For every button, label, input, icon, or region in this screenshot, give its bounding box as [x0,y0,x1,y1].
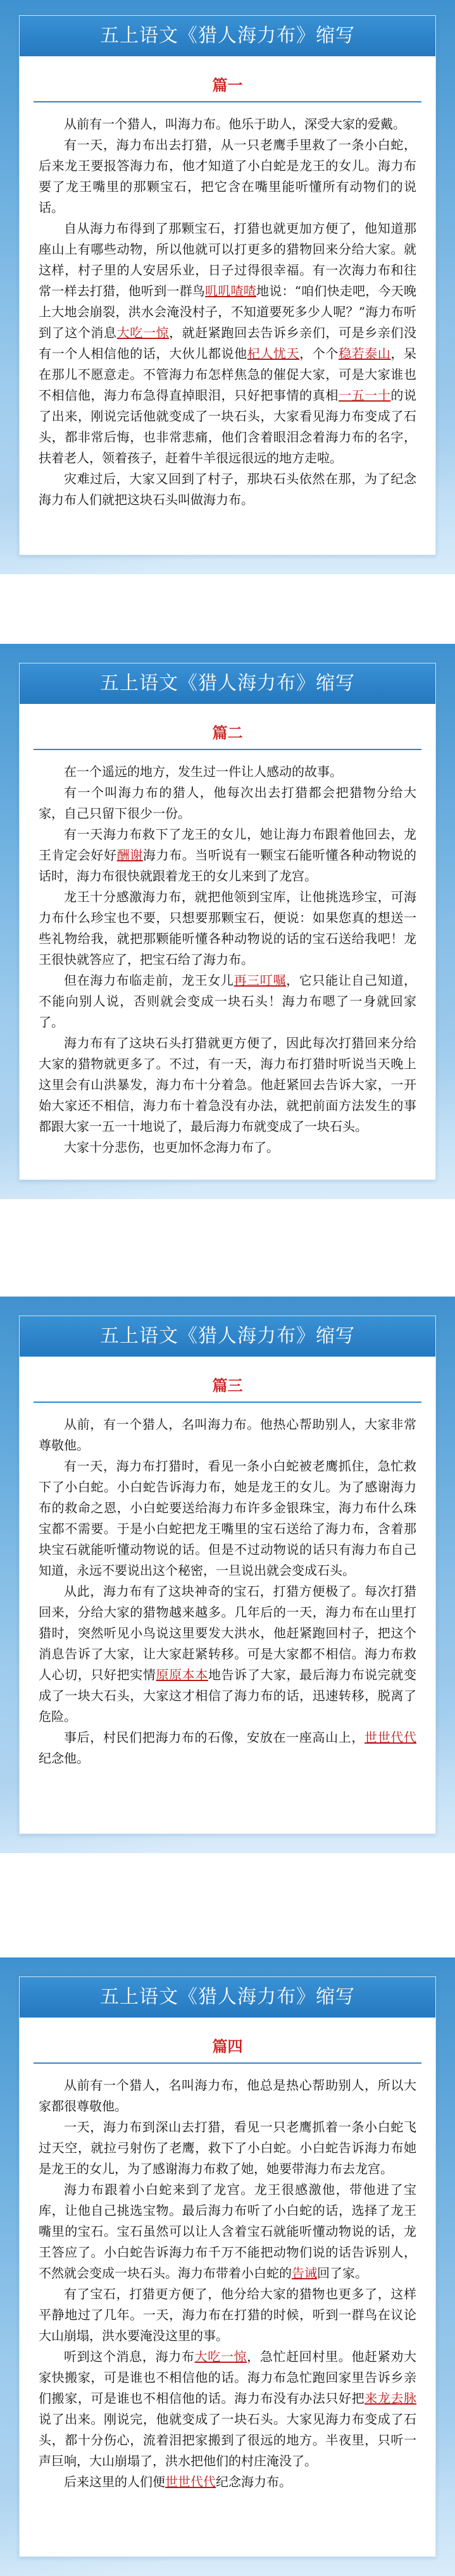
divider [34,101,421,102]
highlighted-idiom: 世世代代 [165,2474,216,2489]
text-run: ，就赶紧跑回去告诉乡亲们，可是乡亲们没有一个人相信他的话，大伙儿都说他 [39,325,417,361]
panel-3 [0,1297,455,1853]
divider [34,1402,421,1403]
text-run: 从前，有一个猎人，名叫海力布。他热心帮助别人，大家非常尊敬他。 [39,1417,416,1453]
text-run: 纪念他。 [39,1751,89,1766]
paragraph [39,1727,416,1769]
paragraph [39,2346,416,2472]
highlighted-idiom: 大吃一惊 [194,2349,247,2364]
paragraph [39,1456,416,1581]
card-header: 五上语文《猎人海力布》缩写 [20,1977,435,2018]
text-run: 但在海力布临走前，龙王女儿 [64,973,234,988]
text-run: 听到这个消息，海力布 [64,2349,195,2364]
text-run: 后来这里的人们便 [64,2474,165,2489]
paragraph [39,2179,416,2284]
paragraph [39,2075,416,2117]
article-body [20,1414,435,1782]
article-body [20,114,435,523]
paragraph [39,2472,416,2493]
paragraph [39,2117,416,2179]
text-run: 龙王十分感激海力布，就把他领到宝库，让他挑选珍宝，可海力布什么珍宝也不要，只想要那颗宝石，便说：如果您真的想送一些礼物给我，就把那颗能听懂各种动物说的话的宝石送给我吧！龙王很快就答应了，把宝石给了海力布。 [39,889,416,967]
highlighted-idiom: 来龙去脉 [365,2391,417,2406]
card-header: 五上语文《猎人海力布》缩写 [20,1316,435,1357]
paragraph [39,1581,416,1727]
text-run: ，个个 [299,346,339,361]
paragraph [39,782,416,824]
highlighted-idiom: 原原本本 [156,1667,208,1682]
highlighted-idiom: 再三叮嘱 [234,973,287,988]
text-run: 海力布跟着小白蛇来到了龙宫。龙王很感激他，带他进了宝库，让他自己挑选宝物。最后海力布听了小白蛇的话，选择了龙王嘴里的宝石。宝石虽然可以让人含着宝石就能听懂动物说的话，龙王答应了。小白蛇告诉海力布千万不能把动物们说的话告诉别人，不然就会变成一块石头。海力布带着小白蛇的 [39,2182,416,2281]
text-run: 有一天海力布救下了龙王的女儿，她让海力布跟着他回去，龙王肯定会好好 [39,827,416,863]
paragraph [39,218,416,469]
highlighted-idiom: 杞人忧天 [247,346,300,361]
text-run: 地说：“咱们快走吧，今天晚上大地会崩裂，洪水会淹没村子，不知道要死多少人呢？”海力布听到了这个消息 [39,283,417,340]
card-header: 五上语文《猎人海力布》缩写 [20,16,435,56]
highlighted-idiom: 世世代代 [365,1730,417,1745]
section-title: 篇二 [212,724,243,742]
article-card-4 [19,1976,436,2557]
highlighted-idiom: 大吃一惊 [116,325,170,340]
panel-1 [0,0,455,574]
divider [34,2062,421,2064]
text-run: 有了宝石，打猎更方便了，他分给大家的猎物也更多了，这样平静地过了几年。一天，海力布在打猎的时候，听到一群鸟在议论大山崩塌，洪水要淹没这里的事。 [39,2286,416,2343]
paragraph [39,135,416,218]
text-run: ，它只能让自己知道，不能向别人说，否则就会变成一块石头！海力布嗯了一身就回家了。 [39,973,417,1030]
section-title: 篇四 [212,2037,243,2055]
text-run: 有一天，海力布出去打猎，从一只老鹰手里救了一条小白蛇，后来龙王要报答海力布，他才知道了小白蛇是龙王的女儿。海力布要了龙王嘴里的那颗宝石，把它含在嘴里能听懂所有动物们的说话。 [39,137,416,215]
paragraph [39,1414,416,1456]
text-run: 有一天，海力布打猎时，看见一条小白蛇被老鹰抓住，急忙救下了小白蛇。小白蛇告诉海力布，她是龙王的女儿。为了感谢海力布的救命之恩，小白蛇要送给海力布许多金银珠宝，海力布什么珠宝都不需要。于是小白蛇把龙王嘴里的宝石送给了海力布，含着那块宝石就能听懂动物说的话。但是不过动物说的话只有海力布自己知道，永远不要说出这个秘密，一旦说出就会变成石头。 [39,1458,416,1578]
panel-2 [0,644,455,1199]
paragraph [39,824,416,887]
text-run: 说了出来。刚说完，他就变成了一块石头。大家见海力布变成了石头，都十分伤心，流着泪把家搬到了很远的地方。半夜里，只听一声巨响，大山崩塌了，洪水把他们的村庄淹没了。 [39,2412,416,2468]
text-run: 一天，海力布到深山去打猎，看见一只老鹰抓着一条小白蛇飞过天空，就拉弓射伤了老鹰，救下了小白蛇。小白蛇告诉海力布她是龙王的女儿，为了感谢海力布救了她，她要带海力布去龙宫。 [39,2119,416,2176]
card-header: 五上语文《猎人海力布》缩写 [20,663,435,704]
paragraph [39,469,416,510]
highlighted-idiom: 酬谢 [116,847,143,863]
paragraph [39,1033,416,1137]
paragraph [39,761,416,782]
article-card-1 [19,15,436,555]
section-title: 篇三 [212,1376,243,1395]
text-run: 海力布。当听说有一颗宝石能听懂各种动物说的话时，海力布很快就跟着龙王的女儿来到了龙宫。 [39,847,417,884]
highlighted-idiom: 一五一十 [338,388,391,403]
highlighted-idiom: 告诫 [292,2265,317,2281]
text-run: 回了家。 [317,2265,368,2281]
text-run: 事后，村民们把海力布的石像，安放在一座高山上， [64,1730,365,1745]
text-run: 地告诉了大家，最后海力布说完就变成了一块大石头，大家这才相信了海力布的话，迅速转移，脱离了危险。 [39,1667,417,1724]
paragraph [39,1137,416,1158]
highlighted-idiom: 叽叽喳喳 [205,283,256,299]
article-body [20,2075,435,2505]
paragraph [39,114,416,135]
text-run: 从前有一个猎人，名叫海力布，他总是热心帮助别人，所以大家都很尊敬他。 [39,2078,416,2114]
article-card-3 [19,1316,436,1834]
article-card-2 [19,663,436,1180]
section-title: 篇一 [212,76,243,94]
text-run: 海力布有了这块石头打猎就更方便了，因此每次打猎回来分给大家的猎物就更多了。不过，有一天，海力布打猎时听说当天晚上这里会有山洪暴发，海力布十分着急。他赶紧回去告诉大家，一开始大家还不相信，海力布十着急没有办法，就把前面方法发生的事都跟大家一五一十地说了，最后海力布就变成了一块石头。 [39,1035,416,1134]
paragraph [39,970,416,1033]
text-run: 在一个遥远的地方，发生过一件让人感动的故事。 [64,764,342,779]
divider [34,749,421,750]
text-run: ，呆在那儿不愿意走。不管海力布怎样焦急的催促大家，可是大家谁也不相信他，海力布急得直掉眼泪，只好把事情的真相 [39,346,417,403]
text-run: 的说了出来，刚说完话他就变成了一块石头，大家看见海力布变成了石头，都非常后悔，也非常悲痛，他们含着眼泪念着海力布的名字，扶着老人，领着孩子，赶着牛羊很远很远的地方走啦。 [39,388,417,465]
text-run: 大家十分悲伤，也更加怀念海力布了。 [64,1140,279,1155]
text-run: 灾难过后，大家又回到了村子，那块石头依然在那，为了纪念海力布人们就把这块石头叫做海力布。 [39,471,416,507]
article-body [20,761,435,1171]
panel-4 [0,1957,455,2576]
text-run: ，急忙赶回村里。他赶紧劝大家快搬家，可是谁也不相信他的话。海力布急忙跑回家里告诉乡亲们搬家，可是谁也不相信他的话。海力布没有办法只好把 [39,2349,417,2406]
text-run: 有一个叫海力布的猎人，他每次出去打猎都会把猎物分给大家，自己只留下很少一份。 [39,785,416,821]
paragraph [39,2284,416,2346]
highlighted-idiom: 稳若泰山 [338,346,391,361]
text-run: 自从海力布得到了那颗宝石，打猎也就更加方便了，他知道那座山上有哪些动物，所以他就可以打更多的猎物回来分给大家。就这样，村子里的人安居乐业，日子过得很幸福。有一次海力布和往常一样去打猎，他听到一群鸟 [39,221,416,299]
text-run: 从此，海力布有了这块神奇的宝石，打猎方便极了。每次打猎回来，分给大家的猎物越来越多。几年后的一天，海力布在山里打猎时，突然听见小鸟说这里要发大洪水，他赶紧跑回村子，把这个消息告诉了大家，让大家赶紧转移。可是大家都不相信。海力布救人心切，只好把实情 [39,1584,416,1682]
paragraph [39,887,416,970]
text-run: 纪念海力布。 [216,2474,292,2489]
text-run: 从前有一个猎人，叫海力布。他乐于助人，深受大家的爱戴。 [64,116,406,132]
